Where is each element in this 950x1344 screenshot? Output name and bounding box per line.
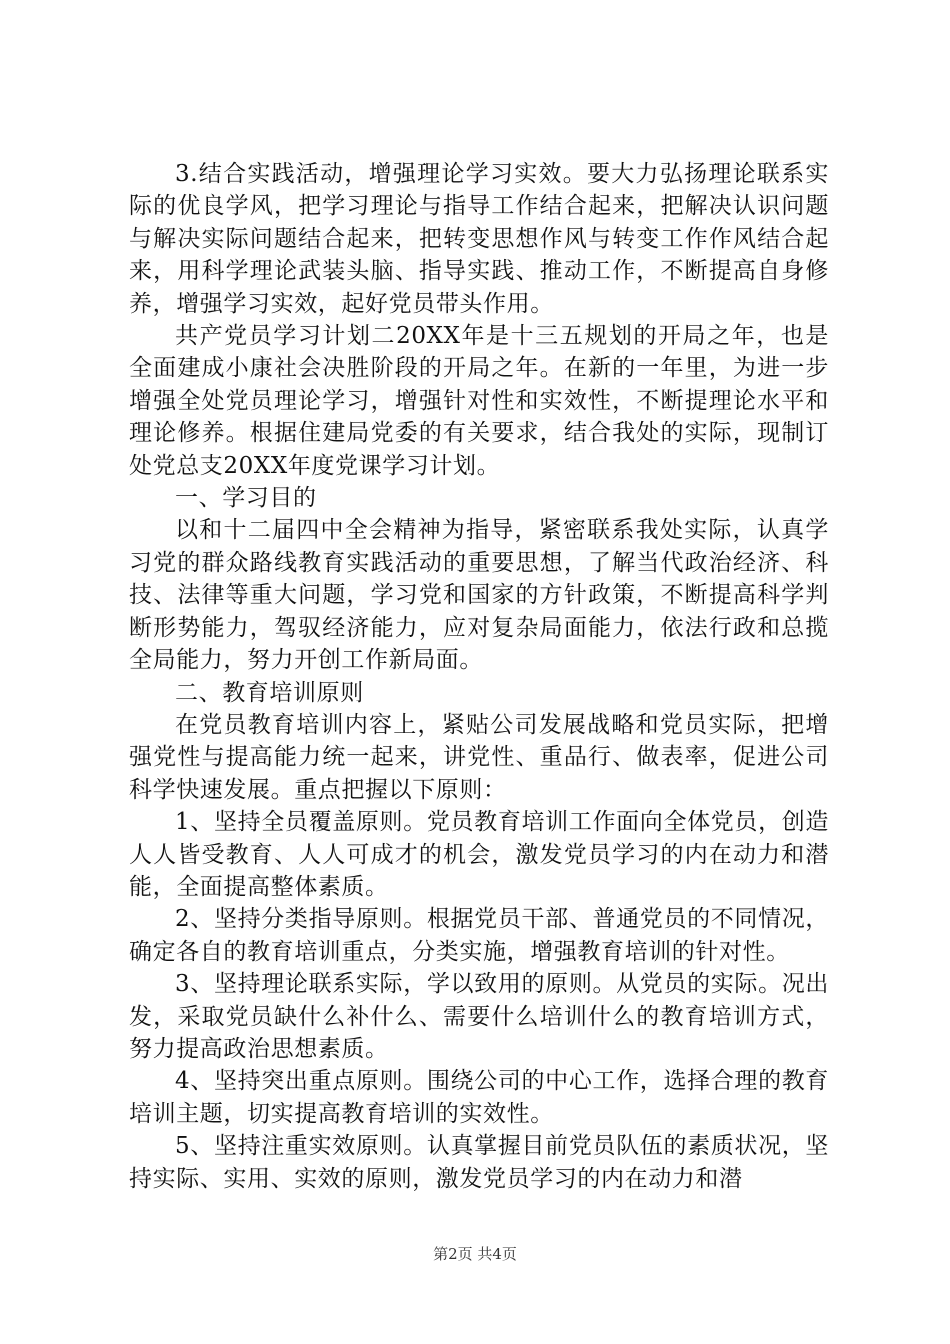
paragraph-training-principles: 在党员教育培训内容上，紧贴公司发展战略和党员实际，把增强党性与提高能力统一起来，讲党性、重品行、做表率，促进公司科学快速发展。重点把握以下原则： (129, 711, 829, 803)
paragraph-study-plan-intro: 共产党员学习计划二20XX年是十三五规划的开局之年，也是全面建成小康社会决胜阶段的开局之年。在新的一年里，为进一步增强全处党员理论学习，增强针对性和实效性，不断提理论水平和理论修养。根据住建局党委的有关要求，结合我处的实际，现制订处党总支20XX年度党课学习计划。 (129, 323, 829, 479)
page-number-footer: 第2页 共4页 (433, 1245, 517, 1263)
paragraph-study-purpose: 以和十二届四中全会精神为指导，紧密联系我处实际，认真学习党的群众路线教育实践活动的重要思想，了解当代政治经济、科技、法律等重大问题，学习党和国家的方针政策，不断提高科学判断形势能力，驾驭经济能力，应对复杂局面能力，依法行政和总揽全局能力，努力开创工作新局面。 (129, 517, 829, 674)
heading-study-purpose: 一、学习目的 (175, 485, 317, 512)
paragraph-principle-4: 4、坚持突出重点原则。围绕公司的中心工作，选择合理的教育培训主题，切实提高教育培训的实效性。 (129, 1068, 829, 1127)
paragraph-principle-2: 2、坚持分类指导原则。根据党员干部、普通党员的不同情况，确定各自的教育培训重点，分类实施，增强教育培训的针对性。 (129, 906, 829, 965)
paragraph-practice-activities: 3.结合实践活动，增强理论学习实效。要大力弘扬理论联系实际的优良学风，把学习理论与指导工作结合起来，把解决认识问题与解决实际问题结合起来，把转变思想作风与转变工作作风结合起来，用科学理论武装头脑、指导实践、推动工作，不断提高自身修养，增强学习实效，起好党员带头作用。 (129, 161, 829, 317)
document-body (129, 158, 829, 1195)
paragraph-principle-5: 5、坚持注重实效原则。认真掌握目前党员队伍的素质状况，坚持实际、实用、实效的原则，激发党员学习的内在动力和潜 (129, 1133, 829, 1192)
paragraph-principle-1: 1、坚持全员覆盖原则。党员教育培训工作面向全体党员，创造人人皆受教育、人人可成才的机会，激发党员学习的内在动力和潜能，全面提高整体素质。 (129, 809, 829, 900)
paragraph-principle-3: 3、坚持理论联系实际，学以致用的原则。从党员的实际。况出发，采取党员缺什么补什么、需要什么培训什么的教育培训方式，努力提高政治思想素质。 (129, 971, 829, 1062)
heading-training-principles: 二、教育培训原则 (175, 679, 364, 706)
